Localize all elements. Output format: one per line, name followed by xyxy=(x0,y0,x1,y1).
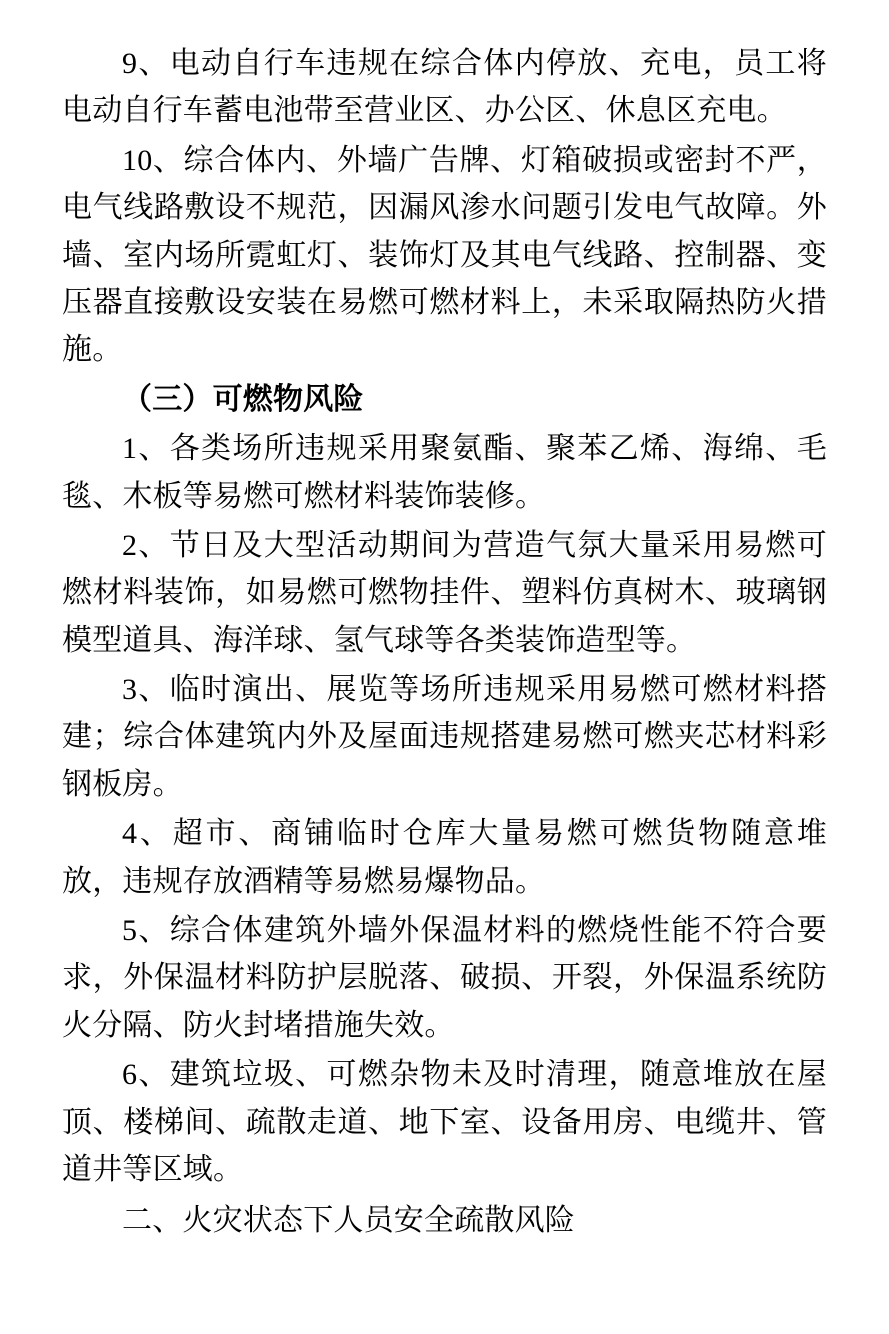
document-body xyxy=(62,40,827,1245)
paragraph-item-6: 6、建筑垃圾、可燃杂物未及时清理，随意堆放在屋顶、楼梯间、疏散走道、地下室、设备用房、电缆井、管道井等区域。 xyxy=(62,1058,827,1186)
paragraph-item-10: 10、综合体内、外墙广告牌、灯箱破损或密封不严，电气线路敷设不规范，因漏风渗水问题引发电气故障。外墙、室内场所霓虹灯、装饰灯及其电气线路、控制器、变压器直接敷设安装在易燃可燃材料上，未采取隔热防火措施。 xyxy=(62,143,827,367)
paragraph-item-5: 5、综合体建筑外墙外保温材料的燃烧性能不符合要求，外保温材料防护层脱落、破损、开裂，外保温系统防火分隔、防火封堵措施失效。 xyxy=(62,914,827,1042)
paragraph-item-9: 9、电动自行车违规在综合体内停放、充电，员工将电动自行车蓄电池带至营业区、办公区、休息区充电。 xyxy=(62,47,827,128)
section-heading-evacuation-risk: 二、火灾状态下人员安全疏散风险 xyxy=(122,1204,575,1238)
heading-combustible-risk: （三）可燃物风险 xyxy=(122,382,364,416)
paragraph-item-1: 1、各类场所违规采用聚氨酯、聚苯乙烯、海绵、毛毯、木板等易燃可燃材料装饰装修。 xyxy=(62,432,827,513)
paragraph-item-4: 4、超市、商铺临时仓库大量易燃可燃货物随意堆放，违规存放酒精等易燃易爆物品。 xyxy=(62,817,827,898)
paragraph-item-3: 3、临时演出、展览等场所违规采用易燃可燃材料搭建；综合体建筑内外及屋面违规搭建易燃可燃夹芯材料彩钢板房。 xyxy=(62,673,827,801)
paragraph-item-2: 2、节日及大型活动期间为营造气氛大量采用易燃可燃材料装饰，如易燃可燃物挂件、塑料仿真树木、玻璃钢模型道具、海洋球、氢气球等各类装饰造型等。 xyxy=(62,528,827,657)
